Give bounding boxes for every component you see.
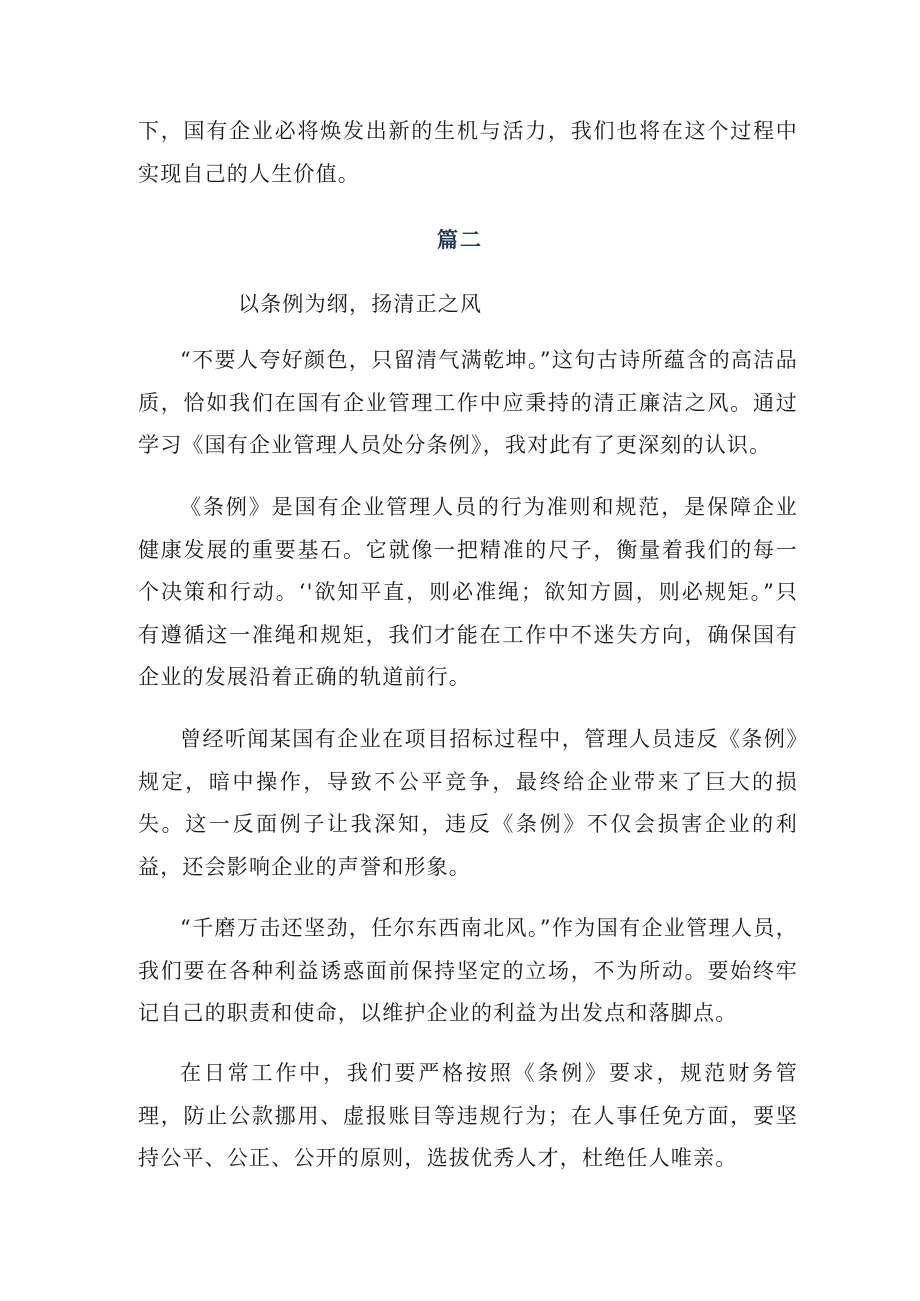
paragraph-poem-intro: “不要人夸好颜色，只留清气满乾坤。”这句古诗所蕴含的高洁品质，恰如我们在国有企业管理工作中应秉持的清正廉洁之风。通过学习《国有企业管理人员处分条例》，我对此有了更深刻的认识。 bbox=[138, 348, 798, 457]
section-heading: 篇二 bbox=[437, 227, 483, 252]
paragraph-negative-example: 曾经听闻某国有企业在项目招标过程中，管理人员违反《条例》规定，暗中操作，导致不公平竞争，最终给企业带来了巨大的损失。这一反面例子让我深知，违反《条例》不仅会损害企业的利益，还会影响企业的声誉和形象。 bbox=[138, 727, 798, 879]
paragraph-daily-work: 在日常工作中，我们要严格按照《条例》要求，规范财务管理，防止公款挪用、虚报账目等违规行为；在人事任免方面，要坚持公平、公正、公开的原则，选拔优秀人才，杜绝任人唯亲。 bbox=[138, 1061, 798, 1170]
paragraph-regulation-role: 《条例》是国有企业管理人员的行为准则和规范，是保障企业健康发展的重要基石。它就像一把精准的尺子，衡量着我们的每一个决策和行动。‘'欲知平直，则必准绳；欲知方圆，则必规矩。”只有遵循这一准绳和规矩，我们才能在工作中不迷失方向，确保国有企业的发展沿着正确的轨道前行。 bbox=[138, 495, 798, 689]
paragraph-steadfast: “千磨万击还坚劲，任尔东西南北风。”作为国有企业管理人员，我们要在各种利益诱惑面前保持坚定的立场，不为所动。要始终牢记自己的职责和使命，以维护企业的利益为出发点和落脚点。 bbox=[138, 916, 798, 1025]
paragraph-intro-continuation: 下，国有企业必将焕发出新的生机与活力，我们也将在这个过程中实现自己的人生价值。 bbox=[138, 119, 798, 186]
section-subtitle: 以条例为纲，扬清正之风 bbox=[238, 292, 483, 316]
